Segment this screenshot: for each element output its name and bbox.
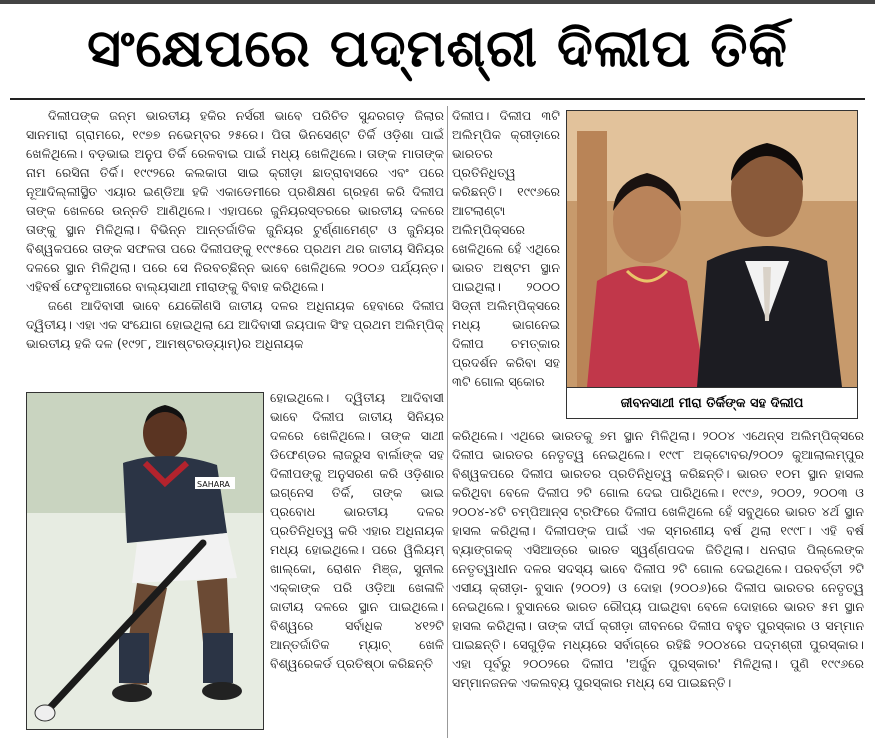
article-column-left-narrow <box>270 388 444 738</box>
paragraph-odisha-players: ହୋଇଥିଲେ। ଦ୍ୱିତୀୟ ଆଦିବାସୀ ଭାବେ ଦିଲୀପ ଜାତୀୟ ସିନିୟର ଦଳରେ ଖେଳିଥିଲେ। ତାଙ୍କ ସାଥୀ ଡିଫେଣ୍ଡର ଲାଜରୁସ ବାର୍ଲାଙ୍କ ସହ ଦିଲୀପଙ୍କୁ ଅନୁସରଣ କରି ଓଡ଼ିଶାର ଇଗ୍ନେସ ତିର୍କି, ତାଙ୍କ ଭାଇ ପ୍ରବୋଧ ଭାରତୀୟ ଦଳର ପ୍ରତିନିଧିତ୍ୱ କରି ଏହାର ଅଧିନାୟକ ମଧ୍ୟ ହୋଇଥିଲେ। ପରେ ୱିଲିୟମ୍ ଖାଲ୍‌କୋ, ରୋଶନ ମିଞ୍ଜ, ସୁନୀଲ ଏକ୍କାଙ୍କ ପରି ଓଡ଼ିଆ ଖେଳାଳି ଜାତୀୟ ଦଳରେ ସ୍ଥାନ ପାଇଥିଲେ। ବିଶ୍ୱରେ ସର୍ବାଧିକ ୪୧୨ଟି ଆନ୍ତର୍ଜାତିକ ମ୍ୟାଚ୍ ଖେଳି ବିଶ୍ୱରେକର୍ଡ ପ୍ରତିଷ୍ଠା କରିଛନ୍ତି <box>270 390 444 671</box>
paragraph-captaincy: ଜଣେ ଆଦିବାସୀ ଭାବେ ଯେକୌଣସି ଜାତୀୟ ଦଳର ଅଧିନାୟକ ହେବାରେ ଦିଲୀପ ଦ୍ୱିତୀୟ। ଏହା ଏକ ସଂଯୋଗ ହୋଇଥିଲା ଯେ ଆଦିବାସୀ ଜୟପାଳ ସିଂହ ପ୍ରଥମ ଅଲିମ୍ପିକ୍ ଭାରତୀୟ ହକି ଦଳ (୧୯୨୮, ଆମଷ୍ଟରଡ୍ୟାମ୍)ର ଅଧିନାୟକ <box>26 298 444 351</box>
article-column-left-top <box>26 106 444 384</box>
paragraph-olympics: ଦିଲୀପ। ଦିଲୀପ ୩ଟି ଅଲିମ୍ପିକ କ୍ରୀଡ଼ାରେ ଭାରତର ପ୍ରତିନିଧିତ୍ୱ କରିଛନ୍ତି। ୧୯୯୬ରେ ଆଟଲାଣ୍ଟା ଅଲିମ୍ପିକ୍ସରେ ଖେଳିଥିଲେ ହେଁ ଏଥିରେ ଭାରତ ଅଷ୍ଟମ ସ୍ଥାନ ପାଇଥିଲା। ୨୦୦୦ ସିଡ୍ନୀ ଅଲିମ୍ପିକ୍ସରେ ମଧ୍ୟ ଭାଗନେଇ ଦିଲୀପ ଚମତ୍କାର ପ୍ରଦର୍ଶନ କରିବା ସହ ୩ଟି ଗୋଲ ସ୍କୋର <box>452 108 560 389</box>
paragraph-biography: ଦିଲୀପଙ୍କ ଜନ୍ମ ଭାରତୀୟ ହକିର ନର୍ସରୀ ଭାବେ ପରିଚିତ ସୁନ୍ଦରଗଡ଼ ଜିଲାର ସାନମାରା ଗ୍ରାମରେ, ୧୯୭୭ ନଭେମ୍ବର ୨୫ରେ। ପିତା ଭିନସେଣ୍ଟ ତିର୍କି ଓଡ଼ିଶା ପାଇଁ ଖେଳିଥିଲେ। ବଡ଼ଭାଇ ଅନୁପ ତିର୍କି ରେଳବାଇ ପାଇଁ ମଧ୍ୟ ଖେଳିଥିଲେ। ତାଙ୍କ ମାତାଙ୍କ ନାମ ରେସିନା ତିର୍କି। ୧୯୯୨ରେ କଲକାତା ସାଇ କ୍ରୀଡ଼ା ଛାତ୍ରାବାସରେ ଏବଂ ପରେ ନୂଆଦିଲ୍ଲୀସ୍ଥିତ ଏୟାର ଇଣ୍ଡିଆ ହକି ଏକାଡେମୀରେ ପ୍ରଶିକ୍ଷଣ ଗ୍ରହଣ କରି ଦିଲୀପ ତାଙ୍କ ଖେଳରେ ଉନ୍ନତି ଆଣିଥିଲେ। ଏହାପରେ ଜୁନିୟରସ୍ତରରେ ଭାରତୀୟ ଦଳରେ ତାଙ୍କୁ ସ୍ଥାନ ମିଳିଥିଲା। ବିଭିନ୍ନ ଆନ୍ତର୍ଜାତିକ ଜୁନିୟର ଟୁର୍ଣ୍ଣାମେଣ୍ଟ ଓ ଜୁନିୟର ବିଶ୍ୱକପରେ ତାଙ୍କ ସଫଳତା ପରେ ଦିଲୀପଙ୍କୁ ୧୯୯୫ରେ ପ୍ରଥମ ଥର ଜାତୀୟ ସିନିୟର ଦଳରେ ସ୍ଥାନ ମିଳିଥିଲା। ପରେ ସେ ନିରବଚ୍ଛିନ୍ନ ଭାବେ ଖେଳିଥିଲେ ୨୦୦୬ ପର୍ଯ୍ୟନ୍ତ। ଏହିବର୍ଷ ଫେବୃଆରୀରେ ବାଲ୍ୟସାଥୀ ମୀରାଙ୍କୁ ବିବାହ କରିଥିଲେ। <box>26 108 444 294</box>
photo-caption: ଜୀବନସାଥୀ ମୀରା ତିର୍କିଙ୍କ ସହ ଦିଲୀପ <box>566 388 858 419</box>
hockey-player-illustration <box>27 393 263 729</box>
top-border-rule <box>0 0 875 4</box>
couple-photo <box>566 110 858 388</box>
couple-photo-illustration <box>567 111 857 387</box>
article-column-bottom-right <box>452 426 864 738</box>
paragraph-achievements: କରିଥିଲେ। ଏଥିରେ ଭାରତକୁ ୭ମ ସ୍ଥାନ ମିଳିଥିଲା। ୨୦୦୪ ଏଥେନ୍ସ ଅଲିମ୍ପିକ୍ସରେ ଦିଲୀପ ଭାରତର ନେତୃତ୍ୱ ନେଇଥିଲେ। ୧୯୯୮ ଅକ୍ଟୋବର/୨୦୦୨ କୁଆଲାଲମ୍ପୁର ବିଶ୍ୱକପରେ ଦିଲୀପ ଭାରତର ପ୍ରତିନିଧିତ୍ୱ କରିଛନ୍ତି। ଭାରତ ୧୦ମ ସ୍ଥାନ ହାସଲ କରିଥିବା ବେଳେ ଦିଲୀପ ୨ଟି ଗୋଲ ଦେଇ ପାରିଥିଲେ। ୧୯୯୬, ୨୦୦୨, ୨୦୦୩ ଓ ୨୦୦୪-୪ଟି ଚମ୍ପିଆନ୍ସ ଟ୍ରଫିରେ ଦିଲୀପ ଖେଳିଥିଲେ ହେଁ ସବୁଥିରେ ଭାରତ ୪ର୍ଥ ସ୍ଥାନ ହାସଲ କରିଥିଲା। ଦିଲୀପଙ୍କ ପାଇଁ ଏକ ସ୍ମରଣୀୟ ବର୍ଷ ଥିଲା ୧୯୯୮। ଏହି ବର୍ଷ ବ୍ୟାଙ୍ଗକକ୍ ଏସିଆଡ୍‌ରେ ଭାରତ ସ୍ୱର୍ଣ୍ଣପଦକ ଜିତିଥିଲା। ଧନରାଜ ପିଲ୍ଲେଙ୍କ ନେତୃତ୍ୱାଧୀନ ଦଳର ସଦସ୍ୟ ଭାବେ ଦିଲୀପ ୨ଟି ଗୋଲ ଦେଇଥିଲେ। ପରବର୍ତ୍ତୀ ୨ଟି ଏସୀୟ କ୍ରୀଡ଼ା- ବୁସାନ (୨୦୦୨) ଓ ଦୋହା (୨୦୦୬)ରେ ଦିଲୀପ ଭାରତର ନେତୃତ୍ୱ ନେଇଥିଲେ। ବୁସାନରେ ଭାରତ ରୌପ୍ୟ ପାଇଥିବା ବେଳେ ଦୋହାରେ ଭାରତ ୫ମ ସ୍ଥାନ ହାସଲ କରିଥିଲା। ତାଙ୍କ ଦୀର୍ଘ କ୍ରୀଡ଼ା ଜୀବନରେ ଦିଲୀପ ବହୁତ ପୁରସ୍କାର ଓ ସମ୍ମାନ ପାଇଛନ୍ତି। ସେଗୁଡ଼ିକ ମଧ୍ୟରେ ସର୍ବାଗ୍ରେ ରହିଛି ୨୦୦୪ରେ ପଦ୍ମଶ୍ରୀ ପୁରସ୍କାର। ଏହା ପୂର୍ବରୁ ୨୦୦୨ରେ ଦିଲୀପ 'ଅର୍ଜୁନ ପୁରସ୍କାର' ମିଳିଥିଲା। ପୁଣି ୧୯୯୬ରେ ସମ୍ମାନଜନକ ଏକଲବ୍ୟ ପୁରସ୍କାର ମଧ୍ୟ ସେ ପାଇଛନ୍ତି। <box>452 428 864 690</box>
hockey-player-photo <box>26 392 264 730</box>
column-divider <box>447 106 448 738</box>
headline: ସଂକ୍ଷେପରେ ପଦ୍ମଶ୍ରୀ ଦିଲୀପ ତିର୍କି <box>87 18 788 79</box>
headline-rule <box>10 98 865 100</box>
article-column-right-narrow <box>452 106 560 424</box>
jersey-sponsor-text: SAHARA <box>197 480 230 489</box>
